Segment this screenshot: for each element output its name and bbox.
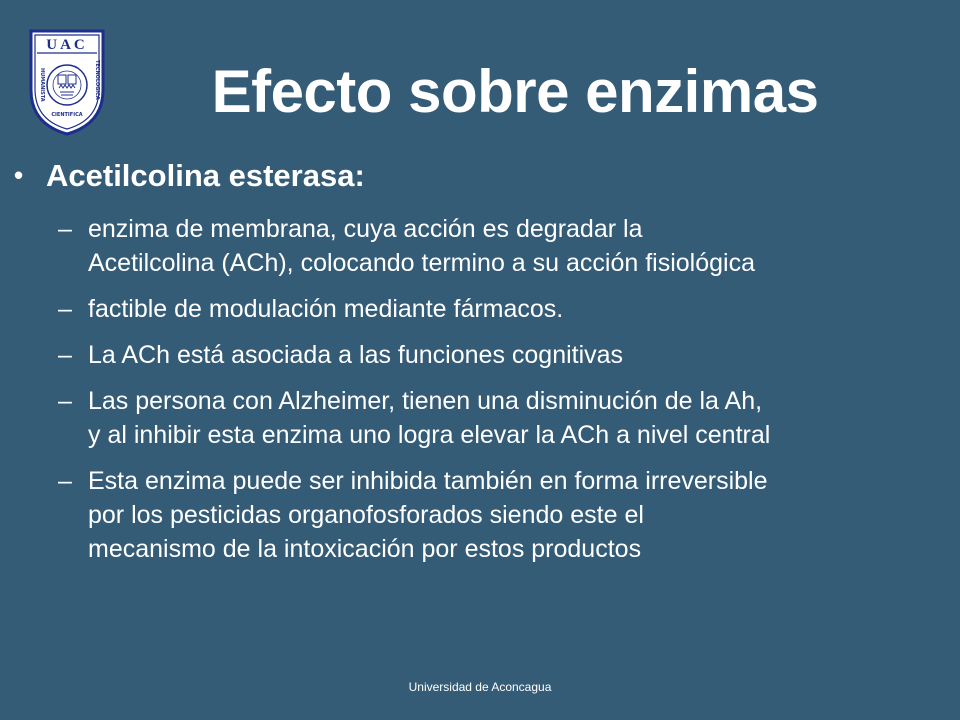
sub-bullet-line: factible de modulación mediante fármacos.	[88, 295, 564, 323]
main-bullet	[14, 155, 365, 196]
sub-bullet-line: Esta enzima puede ser inhibida también en forma irreversible	[88, 467, 768, 495]
logo-bottom-arc: CIENTIFICA	[51, 112, 83, 118]
sub-bullet-item	[54, 464, 954, 566]
sub-bullet-line: Las persona con Alzheimer, tienen una disminución de la Ah,	[88, 387, 763, 415]
slide-title: Efecto sobre enzimas	[211, 58, 819, 125]
logo-text: UAC	[46, 37, 88, 53]
dash-icon: –	[58, 341, 72, 369]
sub-bullet-list	[54, 212, 954, 578]
logo-right-arc: TECNOLOGICA	[94, 60, 100, 100]
slide-footer: Universidad de Aconcagua	[408, 680, 552, 694]
main-bullet-text: Acetilcolina esterasa:	[46, 158, 365, 193]
sub-bullet-item	[54, 212, 954, 280]
sub-bullet-line: mecanismo de la intoxicación por estos productos	[88, 535, 642, 563]
sub-bullet-line: Acetilcolina (ACh), colocando termino a su acción fisiológica	[88, 249, 755, 277]
dash-icon: –	[58, 215, 72, 243]
university-logo	[27, 28, 107, 136]
sub-bullet-item	[54, 384, 954, 452]
dash-icon: –	[58, 387, 72, 415]
sub-bullet-line: y al inhibir esta enzima uno logra elevar la ACh a nivel central	[88, 421, 771, 449]
sub-bullet-line: La ACh está asociada a las funciones cognitivas	[88, 341, 624, 369]
sub-bullet-line: enzima de membrana, cuya acción es degradar la	[88, 215, 643, 243]
sub-bullet-item	[54, 338, 954, 372]
dash-icon: –	[58, 295, 72, 323]
logo-left-arc: HUMANISTA	[39, 68, 45, 102]
dash-icon: –	[58, 467, 72, 495]
sub-bullet-item	[54, 292, 954, 326]
bullet-dot-icon: •	[14, 160, 24, 190]
sub-bullet-line: por los pesticidas organofosforados siendo este el	[88, 501, 644, 529]
